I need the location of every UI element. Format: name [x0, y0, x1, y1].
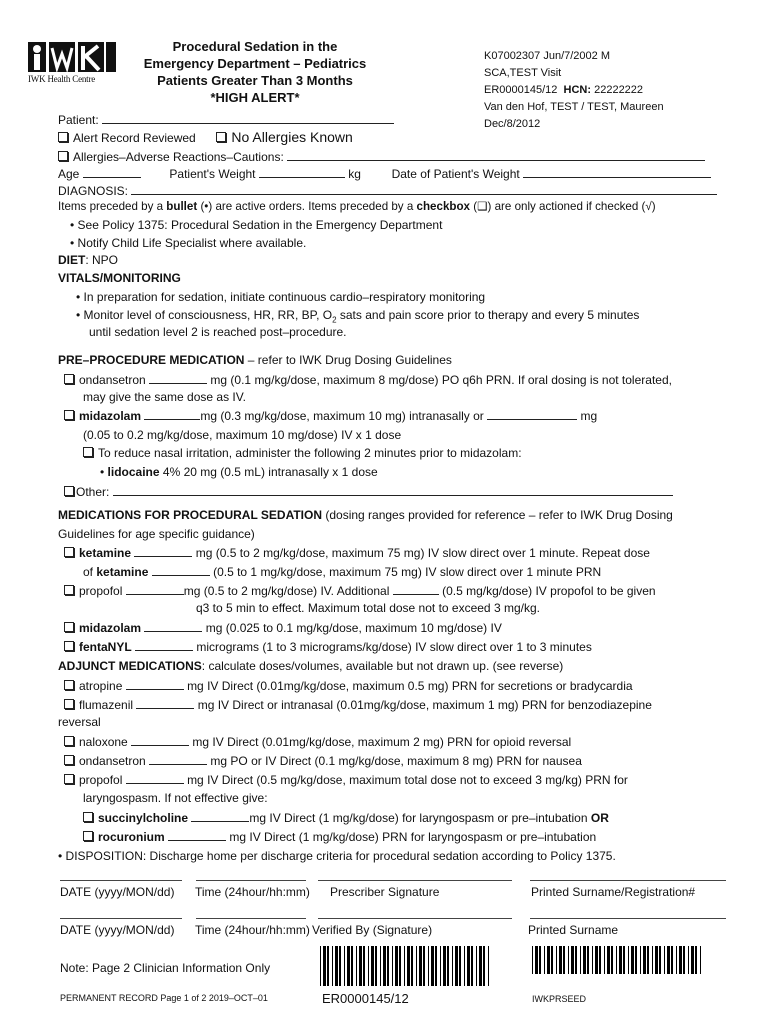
- ketamine-row: [64, 545, 650, 560]
- barcode-bar: [580, 946, 581, 974]
- policy-text: See Policy 1375: Procedural Sedation in the Emergency Department: [77, 218, 443, 232]
- allergies-label: Allergies–Adverse Reactions–Cautions:: [73, 150, 284, 164]
- barcode-bar: [459, 946, 461, 986]
- ketamine-text: mg (0.5 to 2 mg/kg/dose, maximum 75 mg) IV slow direct over 1 minute. Repeat dose: [195, 546, 650, 560]
- date2-line[interactable]: [60, 918, 182, 919]
- adjunct-note: : calculate doses/volumes, available but not drawn up. (see reverse): [201, 659, 564, 673]
- rocuronium-row: [83, 829, 596, 844]
- flumazenil-row: [64, 697, 652, 712]
- diet-row: [58, 253, 118, 267]
- pre-other-checkbox[interactable]: [64, 486, 74, 496]
- barcode-bar: [479, 946, 482, 986]
- form-title: [130, 38, 380, 106]
- no-allergies-label: No Allergies Known: [231, 129, 353, 145]
- vitals-item-2-b: sats and pain score prior to therapy and every 5 minutes: [336, 308, 640, 322]
- alert-reviewed-checkbox[interactable]: [58, 132, 68, 142]
- atropine-text: mg IV Direct (0.01mg/kg/dose, maximum 0.5 mg) PRN for secretions or bradycardia: [187, 679, 633, 693]
- pre-midazolam-row: [64, 408, 597, 423]
- ketamine-checkbox[interactable]: [64, 547, 74, 557]
- barcode-bar: [392, 946, 393, 986]
- hcn-label: HCN:: [563, 84, 592, 96]
- rocuronium-checkbox[interactable]: [83, 831, 93, 841]
- barcode-bar: [659, 946, 661, 974]
- barcode-bar: [419, 946, 422, 986]
- succinylcholine-text: mg IV Direct (1 mg/kg/dose) for laryngospasm or pre–intubation: [249, 811, 588, 825]
- pre-midazolam-name: midazolam: [79, 409, 142, 423]
- naloxone-checkbox[interactable]: [64, 736, 74, 746]
- time1-label: Time (24hour/hh:mm): [195, 885, 310, 899]
- diagnosis-row: [58, 183, 717, 198]
- printed1-label: Printed Surname/Registration#: [531, 885, 696, 899]
- barcode-bar: [335, 946, 338, 986]
- adj-propofol-cont: laryngospasm. If not effective give:: [83, 791, 268, 805]
- rocuronium-dose[interactable]: [168, 829, 226, 841]
- succinylcholine-dose[interactable]: [191, 810, 249, 822]
- barcode-bar: [691, 946, 694, 974]
- barcode-bar: [452, 946, 453, 986]
- lidocaine-row: • lidocaine 4% 20 mg (0.5 mL) intranasally x 1 dose: [100, 465, 378, 479]
- adj-propofol-dose[interactable]: [126, 772, 184, 784]
- barcode-bar: [327, 946, 329, 986]
- weight-field[interactable]: [259, 166, 345, 178]
- flumazenil-dose[interactable]: [136, 697, 194, 709]
- nasal-note-checkbox[interactable]: [83, 447, 93, 457]
- fentanyl-row: [64, 639, 592, 654]
- bullet-policy: • See Policy 1375: Procedural Sedation in the Emergency Department: [70, 218, 443, 232]
- title-line-2: Emergency Department – Pediatrics: [143, 56, 367, 71]
- barcode-bar: [683, 946, 685, 974]
- alert-reviewed-label: Alert Record Reviewed: [73, 131, 196, 145]
- barcode-bar: [628, 946, 629, 974]
- barcode-bar: [655, 946, 658, 974]
- barcode-bar: [571, 946, 574, 974]
- succinylcholine-row: [83, 810, 609, 825]
- barcode-bar: [428, 946, 429, 986]
- visit-barcode: [320, 946, 492, 986]
- adj-ondansetron-row: [64, 753, 582, 768]
- barcode-bar: [359, 946, 362, 986]
- barcode-bar: [679, 946, 682, 974]
- proc-midazolam-row: [64, 620, 502, 635]
- date1-label: DATE (yyyy/MON/dd): [60, 885, 175, 899]
- proc-midazolam-text: mg (0.025 to 0.1 mg/kg/dose, maximum 10 mg/dose) IV: [205, 621, 502, 635]
- verified-label: Verified By (Signature): [312, 923, 433, 937]
- barcode-bar: [535, 946, 538, 974]
- barcode-bar: [467, 946, 470, 986]
- barcode-bar: [416, 946, 417, 986]
- pre-other-row: [64, 484, 673, 499]
- vitals-item-2-a: Monitor level of consciousness, HR, RR, BP, O: [83, 308, 333, 322]
- disposition-row: • DISPOSITION: Discharge home per discharge criteria for procedural sedation according to Policy 1375.: [58, 849, 616, 863]
- barcode-bar: [647, 946, 649, 974]
- instructions-line: [58, 200, 656, 214]
- ketamine-repeat-of: of: [83, 565, 94, 579]
- naloxone-dose[interactable]: [131, 734, 189, 746]
- pre-midazolam-mg: mg: [580, 409, 598, 423]
- barcode-bar: [664, 946, 665, 974]
- footer-record: PERMANENT RECORD Page 1 of 2 2019–OCT–01: [60, 993, 268, 1003]
- allergies-row: [58, 149, 705, 164]
- succinylcholine-name: succinylcholine: [98, 811, 189, 825]
- visit-id: ER0000145/12: [484, 84, 558, 96]
- proc-midazolam-dose[interactable]: [144, 620, 202, 632]
- weight-row: [58, 166, 711, 181]
- printed2-line[interactable]: [530, 918, 726, 919]
- barcode-bar: [320, 946, 321, 986]
- barcode-bar: [575, 946, 577, 974]
- procedural-heading: MEDICATIONS FOR PROCEDURAL SEDATION: [58, 508, 323, 522]
- no-allergies-checkbox[interactable]: [216, 132, 226, 142]
- patient-info-line-3: [484, 82, 664, 99]
- patient-info-line-1: K07002307 Jun/7/2002 M: [484, 50, 610, 62]
- diagnosis-field[interactable]: [131, 183, 717, 195]
- patient-label-block: [484, 48, 664, 133]
- barcode-bar: [440, 946, 441, 986]
- atropine-name: atropine: [79, 679, 123, 693]
- atropine-dose[interactable]: [126, 678, 184, 690]
- ketamine-repeat-dose[interactable]: [152, 564, 210, 576]
- propofol-row: [64, 583, 656, 598]
- pre-midazolam-cont: (0.05 to 0.2 mg/kg/dose, maximum 10 mg/dose) IV x 1 dose: [83, 428, 402, 442]
- pre-midazolam-checkbox[interactable]: [64, 410, 74, 420]
- pre-ondansetron-row: [64, 372, 672, 387]
- fentanyl-text: micrograms (1 to 3 micrograms/kg/dose) IV slow direct over 1 to 3 minutes: [196, 640, 592, 654]
- barcode-bar: [700, 946, 701, 974]
- rocuronium-name: rocuronium: [98, 830, 165, 844]
- barcode-bar: [595, 946, 598, 974]
- barcode-bar: [323, 946, 326, 986]
- barcode-bar: [599, 946, 601, 974]
- vitals-item-1-text: In preparation for sedation, initiate continuous cardio–respiratory monitoring: [83, 290, 486, 304]
- verified-line[interactable]: [318, 918, 512, 919]
- barcode-bar: [619, 946, 622, 974]
- diet-label: DIET: [58, 253, 86, 267]
- iwk-logo: [28, 40, 120, 90]
- patient-info-line-5: Dec/8/2012: [484, 118, 541, 130]
- pre-procedure-heading: PRE–PROCEDURE MEDICATION: [58, 353, 245, 367]
- atropine-row: [64, 678, 633, 693]
- date1-line[interactable]: [60, 880, 182, 881]
- flumazenil-name: flumazenil: [79, 698, 134, 712]
- adj-propofol-name: propofol: [79, 773, 123, 787]
- barcode-bar: [455, 946, 458, 986]
- barcode-bar: [404, 946, 405, 986]
- fentanyl-checkbox[interactable]: [64, 641, 74, 651]
- propofol-dose[interactable]: [126, 583, 184, 595]
- naloxone-name: naloxone: [79, 735, 128, 749]
- allergies-checkbox[interactable]: [58, 151, 68, 161]
- time2-label: Time (24hour/hh:mm): [195, 923, 310, 937]
- barcode-bar: [532, 946, 533, 974]
- pre-midazolam-dose[interactable]: [144, 408, 200, 420]
- ketamine-dose[interactable]: [134, 545, 192, 557]
- pre-procedure-note: – refer to IWK Drug Dosing Guidelines: [244, 353, 452, 367]
- weight-date-field[interactable]: [523, 166, 711, 178]
- diagnosis-label: DIAGNOSIS:: [58, 184, 129, 198]
- weight-label: Patient's Weight: [169, 167, 256, 181]
- ketamine-name: ketamine: [79, 546, 132, 560]
- title-line-1: Procedural Sedation in the: [172, 39, 338, 54]
- pre-midazolam-iv-dose[interactable]: [487, 408, 577, 420]
- barcode-bar: [544, 946, 545, 974]
- barcode-bar: [652, 946, 653, 974]
- lidocaine-name: lidocaine: [107, 465, 160, 479]
- adjunct-heading: ADJUNCT MEDICATIONS: [58, 659, 202, 673]
- barcode-bar: [667, 946, 670, 974]
- instructions-bullet-word: bullet: [166, 200, 198, 213]
- form-code: IWKPRSEED: [532, 994, 587, 1004]
- footer-note: Note: Page 2 Clinician Information Only: [60, 961, 271, 975]
- adj-ondansetron-dose[interactable]: [149, 753, 207, 765]
- title-line-4: *HIGH ALERT*: [210, 90, 300, 105]
- lidocaine-text: 4% 20 mg (0.5 mL) intranasally x 1 dose: [159, 465, 378, 479]
- atropine-checkbox[interactable]: [64, 680, 74, 690]
- barcode-bar: [616, 946, 617, 974]
- proc-midazolam-checkbox[interactable]: [64, 622, 74, 632]
- barcode-bar: [568, 946, 569, 974]
- barcode-bar: [559, 946, 562, 974]
- barcode-bar: [488, 946, 489, 986]
- vitals-item-1: • In preparation for sedation, initiate continuous cardio–respiratory monitoring: [76, 290, 486, 304]
- time2-line[interactable]: [196, 918, 306, 919]
- printed2-label: Printed Surname: [528, 923, 619, 937]
- barcode-bar: [383, 946, 386, 986]
- vitals-item-2: • Monitor level of consciousness, HR, RR, BP, $O_2$ sats and pain score prior to therapy and every 5 minutes: [76, 308, 640, 325]
- nasal-note-text: To reduce nasal irritation, administer the following 2 minutes prior to midazolam:: [98, 446, 522, 460]
- barcode-bar: [431, 946, 434, 986]
- adj-ondansetron-checkbox[interactable]: [64, 755, 74, 765]
- barcode-bar: [688, 946, 689, 974]
- ketamine-repeat-row: [83, 564, 601, 579]
- weight-date-label: Date of Patient's Weight: [391, 167, 520, 181]
- prescriber-label: Prescriber Signature: [330, 885, 440, 899]
- title-line-3: Patients Greater Than 3 Months: [157, 73, 353, 88]
- patient-field[interactable]: [102, 112, 394, 124]
- propofol-text: mg (0.5 to 2 mg/kg/dose) IV. Additional: [183, 584, 390, 598]
- barcode-bar: [592, 946, 593, 974]
- diet-value: : NPO: [85, 253, 119, 267]
- bullet-child-life: • Notify Child Life Specialist where available.: [70, 236, 307, 250]
- rocuronium-text: mg IV Direct (1 mg/kg/dose) PRN for laryngospasm or pre–intubation: [229, 830, 597, 844]
- barcode-bar: [464, 946, 465, 986]
- barcode-bar: [375, 946, 377, 986]
- adjunct-heading-row: [58, 659, 563, 673]
- barcode-bar: [563, 946, 565, 974]
- pre-ondansetron-name: ondansetron: [79, 373, 146, 387]
- barcode-bar: [363, 946, 365, 986]
- vitals-item-2-cont: until sedation level 2 is reached post–procedure.: [89, 325, 347, 339]
- logo-text: IWK Health Centre: [28, 74, 96, 84]
- barcode-bar: [399, 946, 401, 986]
- fentanyl-name: fentaNYL: [79, 640, 132, 654]
- pre-ondansetron-dose[interactable]: [149, 372, 207, 384]
- instructions-b: (•) are active orders. Items preceded by a: [200, 200, 414, 213]
- barcode-bar: [471, 946, 473, 986]
- barcode-bar: [407, 946, 410, 986]
- adj-propofol-text: mg IV Direct (0.5 mg/kg/dose, maximum total dose not to exceed 3 mg/kg) PRN for: [187, 773, 628, 787]
- barcode-bar: [380, 946, 381, 986]
- procedural-heading-row: [58, 508, 673, 522]
- barcode-bar: [640, 946, 641, 974]
- instructions-a: Items preceded by a: [58, 200, 164, 213]
- barcode-text: ER0000145/12: [322, 991, 409, 1006]
- naloxone-row: [64, 734, 571, 749]
- procedural-note-cont: Guidelines for age specific guidance): [58, 527, 255, 541]
- flumazenil-checkbox[interactable]: [64, 699, 74, 709]
- barcode-bar: [447, 946, 449, 986]
- succinylcholine-checkbox[interactable]: [83, 812, 93, 822]
- allergies-field[interactable]: [287, 149, 705, 161]
- iwk-logo-mark: [28, 40, 120, 74]
- barcode-bar: [547, 946, 550, 974]
- succinylcholine-or: OR: [590, 811, 609, 825]
- age-field[interactable]: [83, 166, 141, 178]
- barcode-bar: [476, 946, 477, 986]
- barcode-bar: [671, 946, 673, 974]
- barcode-bar: [611, 946, 613, 974]
- form-barcode: [532, 946, 704, 974]
- o2-subscript: 2: [332, 315, 337, 325]
- pre-midazolam-text: mg (0.3 mg/kg/dose, maximum 10 mg) intranasally or: [200, 409, 484, 423]
- pre-procedure-heading-row: [58, 353, 452, 367]
- barcode-bar: [339, 946, 341, 986]
- pre-other-field[interactable]: [113, 484, 673, 496]
- barcode-bar: [583, 946, 586, 974]
- barcode-bar: [423, 946, 425, 986]
- propofol-checkbox[interactable]: [64, 585, 74, 595]
- patient-info-line-2: SCA,TEST Visit: [484, 67, 562, 79]
- flumazenil-text: mg IV Direct or intranasal (0.01mg/kg/dose, maximum 1 mg) PRN for benzodiazepine: [197, 698, 652, 712]
- barcode-bar: [695, 946, 697, 974]
- nasal-note-row: [83, 446, 522, 460]
- barcode-bar: [435, 946, 437, 986]
- barcode-bar: [556, 946, 557, 974]
- flumazenil-cont: reversal: [58, 715, 101, 729]
- barcode-bar: [356, 946, 357, 986]
- pre-other-label: Other:: [76, 485, 110, 499]
- instructions-checkbox-word: checkbox: [416, 200, 471, 213]
- propofol-cont: q3 to 5 min to effect. Maximum total dose not to exceed 3 mg/kg.: [196, 601, 540, 615]
- barcode-bar: [623, 946, 625, 974]
- prescriber-line[interactable]: [318, 880, 512, 881]
- pre-ondansetron-cont: may give the same dose as IV.: [83, 390, 246, 404]
- patient-label: Patient:: [58, 113, 99, 127]
- time1-line[interactable]: [196, 880, 306, 881]
- barcode-bar: [351, 946, 353, 986]
- patient-row: [58, 112, 394, 127]
- pre-ondansetron-text: mg (0.1 mg/kg/dose, maximum 8 mg/dose) PO q6h PRN. If oral dosing is not tolerated,: [210, 373, 672, 387]
- proc-midazolam-name: midazolam: [79, 621, 142, 635]
- adj-propofol-checkbox[interactable]: [64, 774, 74, 784]
- procedural-note: (dosing ranges provided for reference – refer to IWK Drug Dosing: [322, 508, 673, 522]
- barcode-bar: [483, 946, 485, 986]
- naloxone-text: mg IV Direct (0.01mg/kg/dose, maximum 2 mg) PRN for opioid reversal: [192, 735, 572, 749]
- adj-ondansetron-text: mg PO or IV Direct (0.1 mg/kg/dose, maximum 8 mg) PRN for nausea: [210, 754, 582, 768]
- barcode-bar: [604, 946, 605, 974]
- barcode-bar: [551, 946, 553, 974]
- child-life-text: Notify Child Life Specialist where available.: [77, 236, 307, 250]
- patient-info-line-4: Van den Hof, TEST / TEST, Maureen: [484, 101, 664, 113]
- instructions-c: (❑) are only actioned if checked (√): [473, 200, 656, 213]
- barcode-bar: [411, 946, 413, 986]
- ketamine-repeat-text: (0.5 to 1 mg/kg/dose, maximum 75 mg) IV slow direct over 1 minute PRN: [213, 565, 602, 579]
- barcode-bar: [387, 946, 389, 986]
- barcode-bar: [443, 946, 446, 986]
- barcode-bar: [635, 946, 637, 974]
- barcode-bar: [368, 946, 369, 986]
- barcode-bar: [332, 946, 333, 986]
- barcode-bar: [587, 946, 589, 974]
- age-label: Age: [58, 167, 80, 181]
- barcode-bar: [344, 946, 345, 986]
- vitals-heading: VITALS/MONITORING: [58, 271, 181, 285]
- barcode-bar: [347, 946, 350, 986]
- adj-propofol-row: [64, 772, 628, 787]
- adj-ondansetron-name: ondansetron: [79, 754, 146, 768]
- barcode-bar: [631, 946, 634, 974]
- propofol-text-2: (0.5 mg/kg/dose) IV propofol to be given: [442, 584, 656, 598]
- disposition-text: DISPOSITION: Discharge home per discharge criteria for procedural sedation according to Policy 1375.: [65, 849, 616, 863]
- fentanyl-dose[interactable]: [135, 639, 193, 651]
- propofol-name: propofol: [79, 584, 123, 598]
- barcode-bar: [539, 946, 541, 974]
- barcode-bar: [676, 946, 677, 974]
- pre-ondansetron-checkbox[interactable]: [64, 374, 74, 384]
- ketamine-repeat-name: ketamine: [96, 565, 149, 579]
- date2-label: DATE (yyyy/MON/dd): [60, 923, 175, 937]
- alert-row: [58, 130, 353, 145]
- barcode-bar: [395, 946, 398, 986]
- propofol-additional-dose[interactable]: [393, 583, 439, 595]
- hcn-value: 22222222: [594, 84, 644, 96]
- barcode-bar: [607, 946, 610, 974]
- printed1-line[interactable]: [530, 880, 726, 881]
- kg-label: kg: [348, 167, 361, 181]
- barcode-bar: [643, 946, 646, 974]
- barcode-bar: [371, 946, 374, 986]
